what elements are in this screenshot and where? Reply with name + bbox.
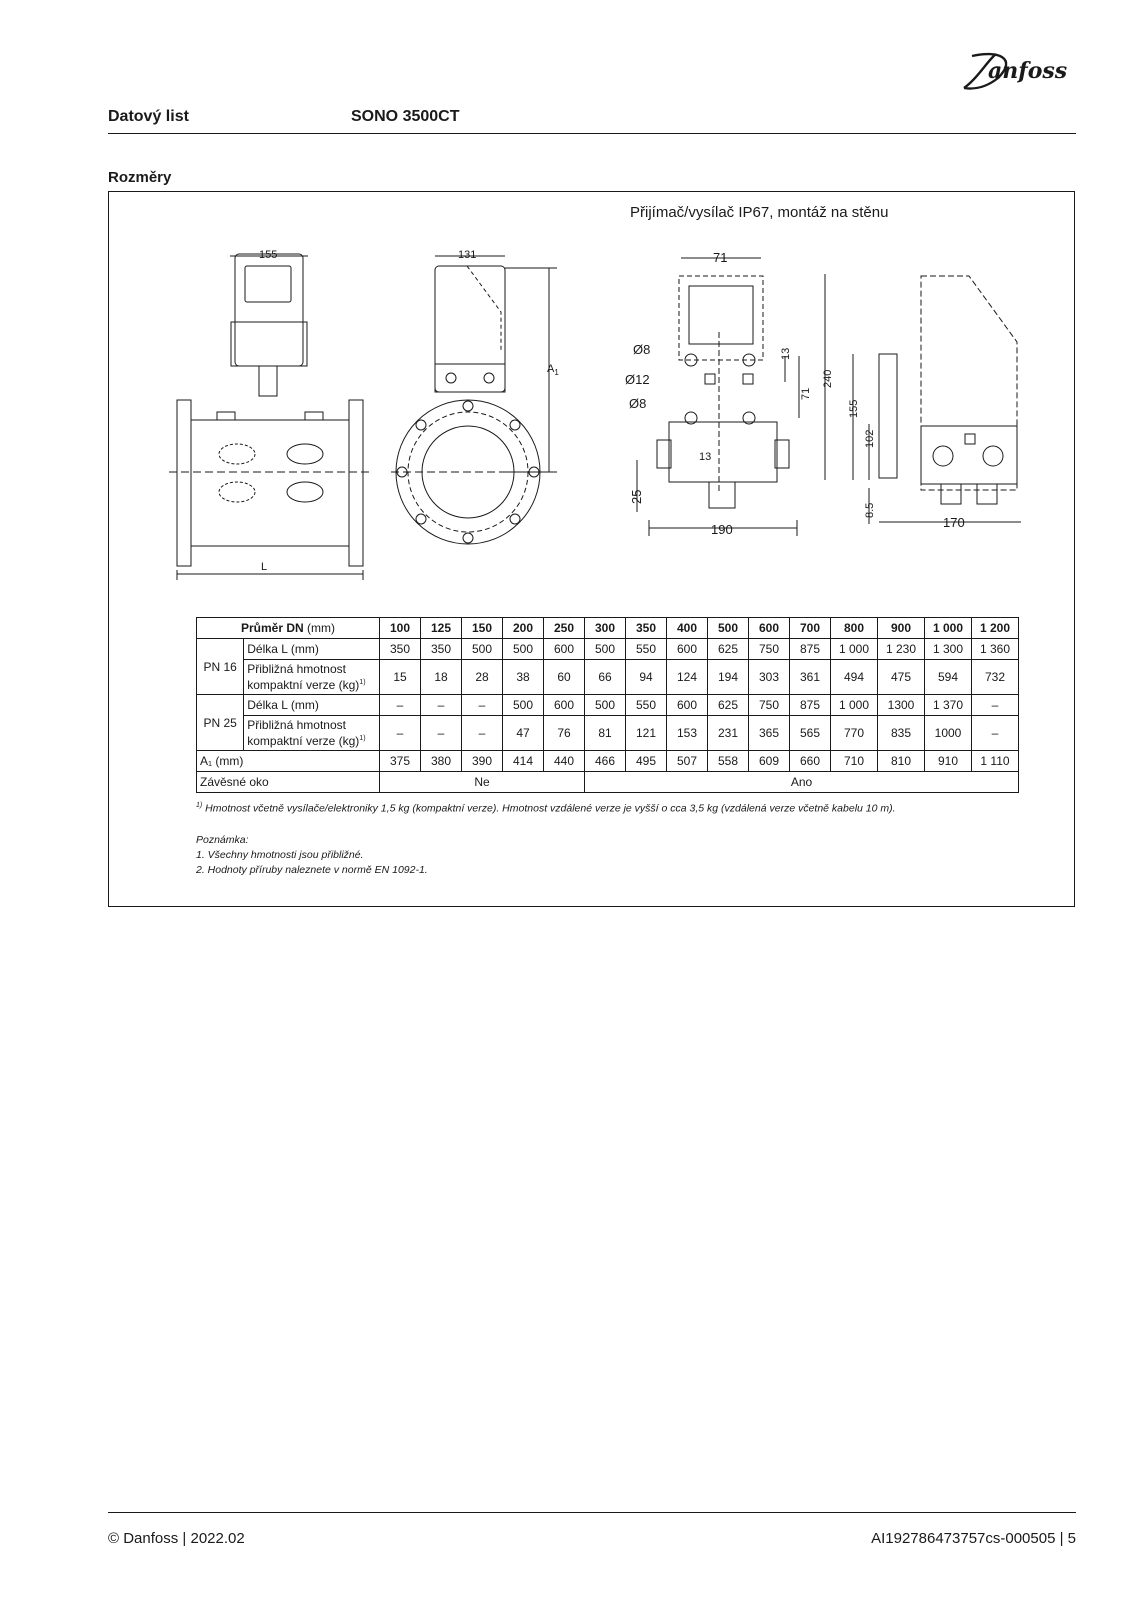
table-cell: 1 370 [925, 695, 972, 716]
table-cell: 710 [831, 751, 878, 772]
dim-phi8-bottom: Ø8 [629, 396, 647, 411]
dn-header-cell: 200 [503, 618, 544, 639]
svg-text:anfoss: anfoss [988, 58, 1068, 84]
table-cell: 565 [790, 716, 831, 751]
dim-l: L [261, 561, 268, 573]
dn-header-cell: 350 [626, 618, 667, 639]
pn16-length-label: Délka L (mm) [244, 639, 380, 660]
note-item: 1. Všechny hmotnosti jsou přibližné. [196, 849, 364, 861]
table-cell: 550 [626, 639, 667, 660]
hook-label: Závěsné oko [197, 772, 380, 793]
table-cell: – [421, 695, 462, 716]
dn-header-cell: 125 [421, 618, 462, 639]
table-cell: 732 [972, 660, 1019, 695]
table-cell: 121 [626, 716, 667, 751]
table-cell: 440 [544, 751, 585, 772]
table-cell: 810 [878, 751, 925, 772]
section-title: Rozměry [108, 169, 172, 186]
dim-240: 240 [822, 369, 834, 388]
table-cell: 910 [925, 751, 972, 772]
table-cell: 600 [544, 695, 585, 716]
dn-header-cell: 400 [667, 618, 708, 639]
dim-phi8-top: Ø8 [633, 342, 651, 357]
footer-rule [108, 1512, 1076, 1513]
wall-mount-caption: Přijímač/vysílač IP67, montáž na stěnu [630, 204, 889, 221]
side-view-drawing [169, 254, 371, 580]
table-cell: 350 [380, 639, 421, 660]
dn-header-cell: 800 [831, 618, 878, 639]
table-cell: 60 [544, 660, 585, 695]
dn-header: Průměr DN (mm) [197, 618, 380, 639]
dn-header-cell: 300 [585, 618, 626, 639]
table-cell: 15 [380, 660, 421, 695]
table-header-row [197, 618, 1019, 639]
hook-no: Ne [380, 772, 585, 793]
table-cell: – [380, 716, 421, 751]
table-cell: 875 [790, 695, 831, 716]
table-cell: 500 [503, 639, 544, 660]
table-cell: 600 [667, 639, 708, 660]
table-cell: – [421, 716, 462, 751]
table-cell: 380 [421, 751, 462, 772]
dim-8-5: 8.5 [864, 502, 876, 518]
table-cell: 494 [831, 660, 878, 695]
table-cell: 550 [626, 695, 667, 716]
table-cell: 466 [585, 751, 626, 772]
table-cell: 390 [462, 751, 503, 772]
technical-drawing [109, 192, 1074, 612]
dim-71-top: 71 [713, 250, 728, 265]
table-cell: 1 000 [831, 695, 878, 716]
table-cell: 414 [503, 751, 544, 772]
table-cell: 507 [667, 751, 708, 772]
pn25-weight-label: Přibližná hmotnost kompaktní verze (kg)$^{1)}$ [244, 716, 380, 751]
dim-155: 155 [259, 249, 278, 261]
product-name: SONO 3500CT [351, 108, 460, 125]
table-cell: 303 [749, 660, 790, 695]
table-row [197, 660, 1019, 695]
dn-header-cell: 1 000 [925, 618, 972, 639]
dimensions-frame [108, 191, 1075, 907]
table-cell: 500 [462, 639, 503, 660]
dim-13-horizontal: 13 [699, 451, 712, 463]
table-cell: 28 [462, 660, 503, 695]
notes-title: Poznámka: [196, 834, 249, 846]
table-cell: 361 [790, 660, 831, 695]
table-cell: 835 [878, 716, 925, 751]
dim-170: 170 [943, 515, 965, 530]
pn25-length-label: Délka L (mm) [244, 695, 380, 716]
dim-25: 25 [629, 489, 644, 504]
pn16-weight-label: Přibližná hmotnost kompaktní verze (kg)$^{1)}$ [244, 660, 380, 695]
table-cell: 1000 [925, 716, 972, 751]
dimensions-table [196, 617, 1019, 793]
pn25-group: PN 25 [197, 695, 244, 751]
table-cell: 1 360 [972, 639, 1019, 660]
table-cell: – [462, 716, 503, 751]
table-row [197, 772, 1019, 793]
table-cell: 600 [667, 695, 708, 716]
danfoss-logo [958, 48, 1078, 96]
dn-header-cell: 500 [708, 618, 749, 639]
dim-phi12: Ø12 [625, 372, 650, 387]
dn-header-cell: 1 200 [972, 618, 1019, 639]
table-cell: 153 [667, 716, 708, 751]
dim-190: 190 [711, 522, 733, 537]
table-cell: 558 [708, 751, 749, 772]
table-cell: 231 [708, 716, 749, 751]
table-cell: 500 [585, 639, 626, 660]
table-cell: 18 [421, 660, 462, 695]
table-cell: 76 [544, 716, 585, 751]
table-cell: 875 [790, 639, 831, 660]
table-cell: 66 [585, 660, 626, 695]
table-cell: 600 [544, 639, 585, 660]
notes [196, 833, 428, 878]
pn16-group: PN 16 [197, 639, 244, 695]
table-cell: 594 [925, 660, 972, 695]
footnote: $^{1)}$ Hmotnost včetně vysílače/elektroniky 1,5 kg (kompaktní verze). Hmotnost vzdálené verze je vyšší o cca 3,5 kg (vzdálená verze včetně kabelu 10 m). [196, 802, 896, 815]
table-row [197, 695, 1019, 716]
footer-doc-id: AI192786473757cs-000505 | 5 [871, 1530, 1076, 1547]
hook-yes: Ano [585, 772, 1019, 793]
dn-header-cell: 600 [749, 618, 790, 639]
table-cell: – [380, 695, 421, 716]
table-cell: 750 [749, 695, 790, 716]
table-cell: 1 000 [831, 639, 878, 660]
table-cell: – [972, 695, 1019, 716]
table-row [197, 639, 1019, 660]
table-cell: 365 [749, 716, 790, 751]
table-cell: 375 [380, 751, 421, 772]
header-rule [108, 133, 1076, 134]
table-cell: 1 230 [878, 639, 925, 660]
dn-header-cell: 250 [544, 618, 585, 639]
a1-label: A₁ (mm) [197, 751, 380, 772]
table-cell: 770 [831, 716, 878, 751]
table-cell: 660 [790, 751, 831, 772]
table-cell: 350 [421, 639, 462, 660]
dim-131: 131 [458, 249, 477, 261]
table-cell: 94 [626, 660, 667, 695]
dim-71-vertical: 71 [800, 387, 812, 400]
footer-copyright: © Danfoss | 2022.02 [108, 1530, 245, 1547]
table-cell: 475 [878, 660, 925, 695]
table-cell: 750 [749, 639, 790, 660]
table-cell: 38 [503, 660, 544, 695]
dim-155-side: 155 [848, 399, 860, 418]
table-cell: 625 [708, 639, 749, 660]
dn-header-cell: 150 [462, 618, 503, 639]
table-cell: 495 [626, 751, 667, 772]
wall-mount-side-drawing [825, 274, 1021, 524]
wall-mount-front-drawing [637, 258, 799, 536]
table-cell: 500 [503, 695, 544, 716]
dim-102: 102 [864, 429, 876, 448]
table-row [197, 716, 1019, 751]
table-cell: 609 [749, 751, 790, 772]
dn-header-cell: 700 [790, 618, 831, 639]
table-cell: – [462, 695, 503, 716]
table-cell: 81 [585, 716, 626, 751]
table-cell: 1300 [878, 695, 925, 716]
table-cell: 194 [708, 660, 749, 695]
dn-header-cell: 900 [878, 618, 925, 639]
dim-13-vertical: 13 [780, 347, 792, 360]
dim-a1: $A_1$ [547, 363, 559, 377]
dn-header-cell: 100 [380, 618, 421, 639]
table-cell: 1 300 [925, 639, 972, 660]
table-cell: 500 [585, 695, 626, 716]
note-item: 2. Hodnoty příruby naleznete v normě EN 1092-1. [196, 864, 428, 876]
table-cell: 124 [667, 660, 708, 695]
table-cell: – [972, 716, 1019, 751]
document-type: Datový list [108, 108, 189, 125]
table-cell: 1 110 [972, 751, 1019, 772]
end-view-drawing [391, 256, 557, 544]
table-cell: 47 [503, 716, 544, 751]
table-row [197, 751, 1019, 772]
table-cell: 625 [708, 695, 749, 716]
